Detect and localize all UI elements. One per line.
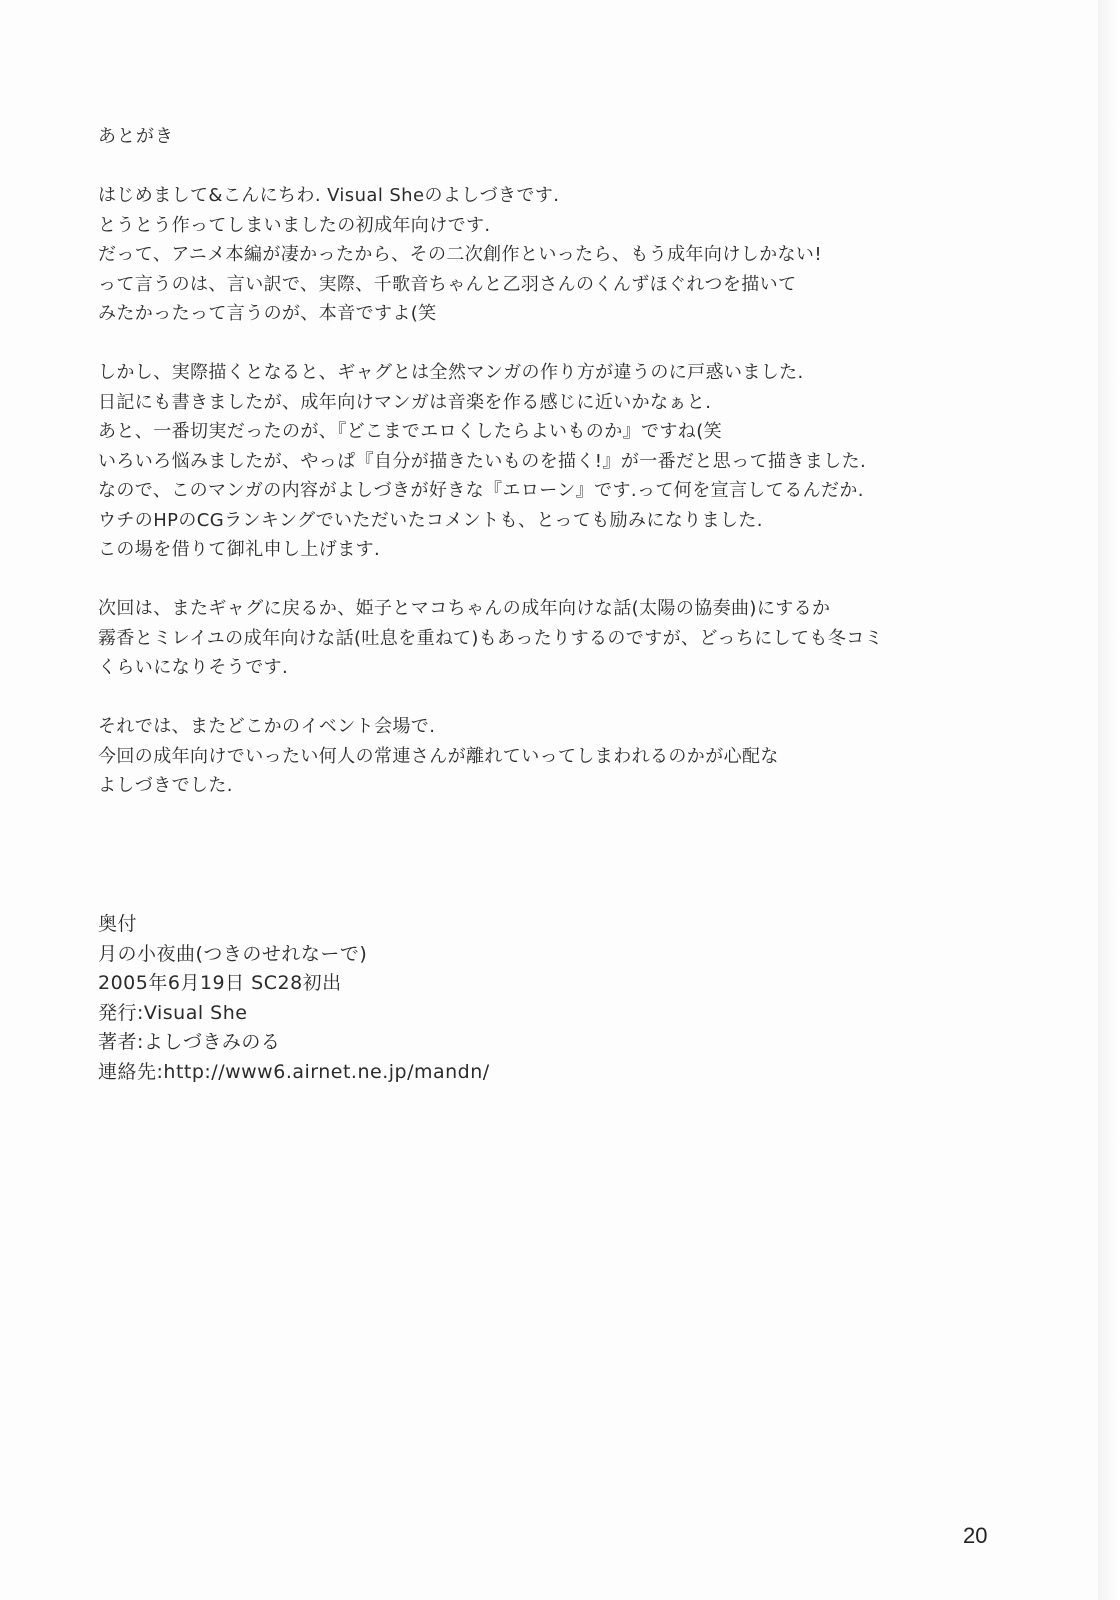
spacer	[98, 152, 998, 182]
text-line: はじめまして&こんにちわ. Visual Sheのよしづきです.	[98, 185, 560, 206]
text-line: あと、一番切実だったのが、『どこまでエロくしたらよいものか』ですね(笑	[98, 421, 723, 442]
afterword-heading: あとがき	[98, 126, 174, 147]
colophon-section	[98, 910, 490, 1087]
paper-edge	[1098, 0, 1120, 1600]
text-line: なので、このマンガの内容がよしづきが好きな『エローン』です.って何を宣言してるんだか.	[98, 480, 864, 501]
afterword-paragraph-2	[98, 358, 998, 565]
text-line: よしづきでした.	[98, 775, 233, 796]
text-line: だって、アニメ本編が凄かったから、その二次創作といったら、もう成年向けしかない!	[98, 244, 822, 265]
text-line: それでは、またどこかのイベント会場で.	[98, 716, 436, 737]
spacer	[98, 683, 998, 713]
colophon-title: 月の小夜曲(つきのせれなーで)	[98, 942, 368, 965]
spacer	[98, 565, 998, 595]
afterword-section	[98, 122, 998, 801]
text-line: 次回は、またギャグに戻るか、姫子とマコちゃんの成年向けな話(太陽の協奏曲)にするか	[98, 598, 831, 619]
text-line: 日記にも書きましたが、成年向けマンガは音楽を作る感じに近いかなぁと.	[98, 391, 712, 413]
text-line: いろいろ悩みましたが、やっぱ『自分が描きたいものを描く!』が一番だと思って描きました.	[98, 450, 867, 472]
afterword-paragraph-1	[98, 181, 998, 329]
colophon-author: 著者:よしづきみのる	[98, 1031, 281, 1053]
text-line: とうとう作ってしまいましたの初成年向けです.	[98, 214, 491, 236]
colophon-contact: 連絡先:http://www6.airnet.ne.jp/mandn/	[98, 1060, 490, 1083]
colophon-date: 2005年6月19日 SC28初出	[98, 972, 342, 994]
page-number: 20	[963, 1523, 988, 1548]
text-line: くらいになりそうです.	[98, 657, 289, 678]
spacer	[98, 329, 998, 359]
text-line: みたかったって言うのが、本音ですよ(笑	[98, 303, 437, 324]
afterword-paragraph-3	[98, 594, 998, 683]
afterword-paragraph-4	[98, 712, 998, 801]
text-line: この場を借りて御礼申し上げます.	[98, 539, 381, 560]
text-line: ウチのHPのCGランキングでいただいたコメントも、とっても励みになりました.	[98, 509, 763, 531]
text-line: しかし、実際描くとなると、ギャグとは全然マンガの作り方が違うのに戸惑いました.	[98, 362, 804, 383]
text-line: 今回の成年向けでいったい何人の常連さんが離れていってしまわれるのかが心配な	[98, 745, 779, 767]
text-line: って言うのは、言い訳で、実際、千歌音ちゃんと乙羽さんのくんずほぐれつを描いて	[98, 273, 797, 295]
colophon-publisher: 発行:Visual She	[98, 1001, 248, 1024]
text-line: 霧香とミレイユの成年向けな話(吐息を重ねて)もあったりするのですが、どっちにしても冬コミ	[98, 627, 884, 649]
colophon-heading: 奥付	[98, 913, 138, 935]
